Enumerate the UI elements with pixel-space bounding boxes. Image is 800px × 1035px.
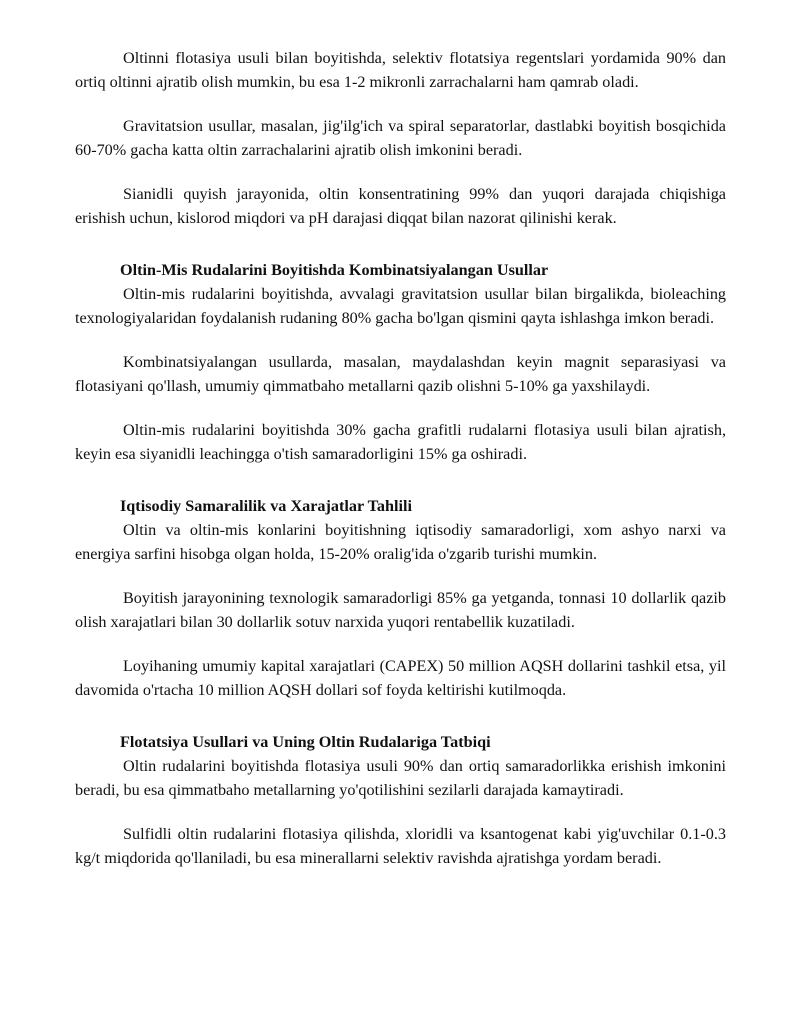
paragraph: Boyitish jarayonining texnologik samaradorligi 85% ga yetganda, tonnasi 10 dollarlik qazib olish xarajatlari bilan 30 dollarlik sotuv narxida yuqori rentabellik kuzatiladi. — [75, 589, 726, 631]
paragraph: Oltin-mis rudalarini boyitishda 30% gacha grafitli rudalarni flotasiya usuli bilan ajratish, keyin esa siyanidli leachingga o'tish samaradorligini 15% ga oshiradi. — [75, 421, 726, 463]
document-page — [75, 46, 726, 890]
paragraph: Gravitatsion usullar, masalan, jig'ilg'ich va spiral separatorlar, dastlabki boyitish bosqichida 60-70% gacha katta oltin zarrachalarini ajratib olish imkonini beradi. — [75, 117, 726, 159]
section-heading: Flotatsiya Usullari va Uning Oltin Rudalariga Tatbiqi — [120, 733, 491, 751]
paragraph: Sulfidli oltin rudalarini flotasiya qilishda, xloridli va ksantogenat kabi yig'uvchilar 0.1-0.3 kg/t miqdorida qo'llaniladi, bu esa minerallarni selektiv ravishda ajratishga yordam beradi. — [75, 825, 726, 867]
paragraph: Oltin va oltin-mis konlarini boyitishning iqtisodiy samaradorligi, xom ashyo narxi va energiya sarfini hisobga olgan holda, 15-20% oralig'ida o'zgarib turishi mumkin. — [75, 521, 726, 563]
paragraph: Oltinni flotasiya usuli bilan boyitishda, selektiv flotatsiya regentslari yordamida 90% dan ortiq oltinni ajratib olish mumkin, bu esa 1-2 mikronli zarrachalarni ham qamrab oladi. — [75, 49, 726, 91]
section-heading: Oltin-Mis Rudalarini Boyitishda Kombinatsiyalangan Usullar — [120, 261, 549, 279]
paragraph: Loyihaning umumiy kapital xarajatlari (CAPEX) 50 million AQSH dollarini tashkil etsa, yil davomida o'rtacha 10 million AQSH dollari sof foyda keltirishi kutilmoqda. — [75, 657, 726, 699]
paragraph: Kombinatsiyalangan usullarda, masalan, maydalashdan keyin magnit separasiyasi va flotasiyani qo'llash, umumiy qimmatbaho metallarni qazib olishni 5-10% ga yaxshilaydi. — [75, 353, 726, 395]
paragraph: Oltin rudalarini boyitishda flotasiya usuli 90% dan ortiq samaradorlikka erishish imkonini beradi, bu esa qimmatbaho metallarning yo'qotilishini sezilarli darajada kamaytiradi. — [75, 757, 726, 799]
paragraph: Oltin-mis rudalarini boyitishda, avvalagi gravitatsion usullar bilan birgalikda, bioleaching texnologiyalaridan foydalanish rudaning 80% gacha bo'lgan qismini qayta ishlashga imkon beradi. — [75, 285, 726, 327]
section-heading: Iqtisodiy Samaralilik va Xarajatlar Tahlili — [120, 497, 413, 515]
paragraph: Sianidli quyish jarayonida, oltin konsentratining 99% dan yuqori darajada chiqishiga erishish uchun, kislorod miqdori va pH darajasi diqqat bilan nazorat qilinishi kerak. — [75, 185, 726, 227]
